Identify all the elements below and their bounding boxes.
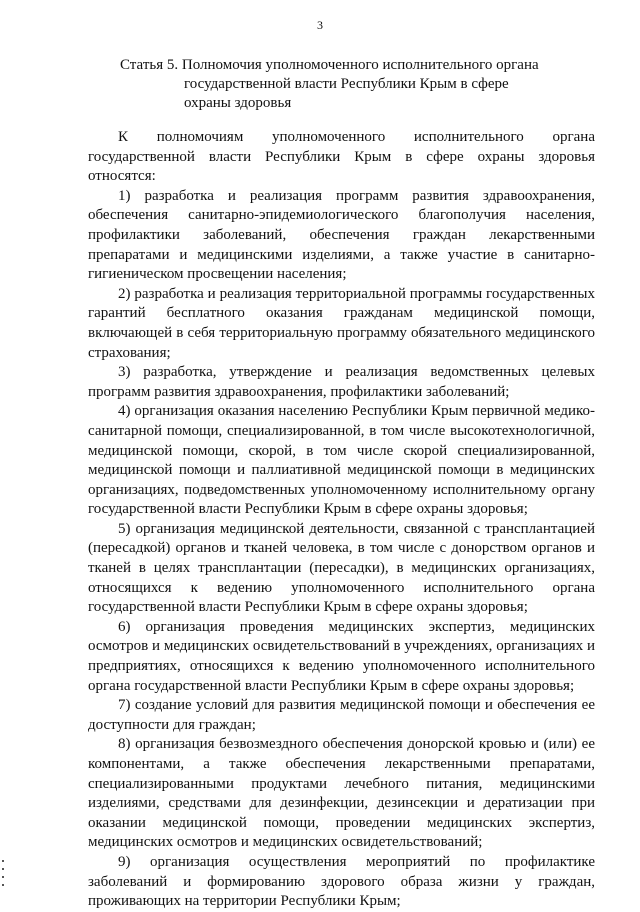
heading-line (120, 56, 590, 75)
intro-paragraph: К полномочиям уполномоченного исполнительного органа государственной власти Республики Крым в сфере охраны здоровья относятся: (88, 129, 595, 185)
article-label: Статья 5. (120, 57, 179, 73)
article-title-line: государственной власти Республики Крым в сфере (184, 76, 509, 92)
list-item: 2) разработка и реализация территориальной программы государственных гарантий бесплатного оказания гражданам медицинской помощи, включающей в себя территориальную программу обязательного медицинского страхования; (88, 285, 595, 361)
list-item: 3) разработка, утверждение и реализация ведомственных целевых программ развития здравоохранения, профилактики заболеваний; (88, 364, 595, 400)
list-item: 1) разработка и реализация программ развития здравоохранения, обеспечения санитарно-эпидемиологического благополучия населения, профилактики заболеваний, обеспечения граждан лекарственными препаратами и медицинскими изделиями, а также участие в санитарно-гигиеническом просвещении населения; (88, 187, 595, 283)
article-title-line: охраны здоровья (184, 95, 292, 111)
article-heading (120, 56, 590, 113)
list-item: 9) организация осуществления мероприятий по профилактике заболеваний и формированию здорового образа жизни у граждан, проживающих на территории Республики Крым; (88, 853, 595, 910)
list-item: 4) организация оказания населению Республики Крым первичной медико-санитарной помощи, специализированной, в том числе высокотехнологичной, медицинской помощи, скорой, в том числе скорой специализированной, медицинской помощи и паллиативной медицинской помощи в медицинских организациях, подведомственных уполномоченному исполнительному органу государственной власти Республики Крым в сфере охраны здоровья; (88, 403, 595, 518)
list-item: 6) организация проведения медицинских экспертиз, медицинских осмотров и медицинских освидетельствований в учреждениях, организациях и предприятиях, относящихся к ведению уполномоченного исполнительного органа государственной власти Республики Крым в сфере охраны здоровья; (88, 618, 595, 694)
scan-margin-marks (2, 860, 6, 900)
article-body (88, 128, 595, 912)
list-item: 5) организация медицинской деятельности, связанной с трансплантацией (пересадкой) органов и тканей человека, в том числе с донорством органов и тканей в целях трансплантации (пересадки), в медицинских организациях, относящихся к ведению уполномоченного исполнительного органа государственной власти Республики Крым в сфере охраны здоровья; (88, 520, 595, 616)
page-number: 3 (317, 18, 323, 32)
article-title-line: Полномочия уполномоченного исполнительного органа (181, 57, 539, 73)
list-item: 7) создание условий для развития медицинской помощи и обеспечения ее доступности для граждан; (88, 697, 595, 733)
list-item: 8) организация безвозмездного обеспечения донорской кровью и (или) ее компонентами, а также обеспечения лекарственными препаратами, специализированными продуктами лечебного питания, медицинскими изделиями, средствами для дезинфекции, дезинсекции и дератизации при оказании медицинской помощи, проведении медицинских экспертиз, медицинских осмотров и медицинских освидетельствований; (88, 736, 595, 851)
